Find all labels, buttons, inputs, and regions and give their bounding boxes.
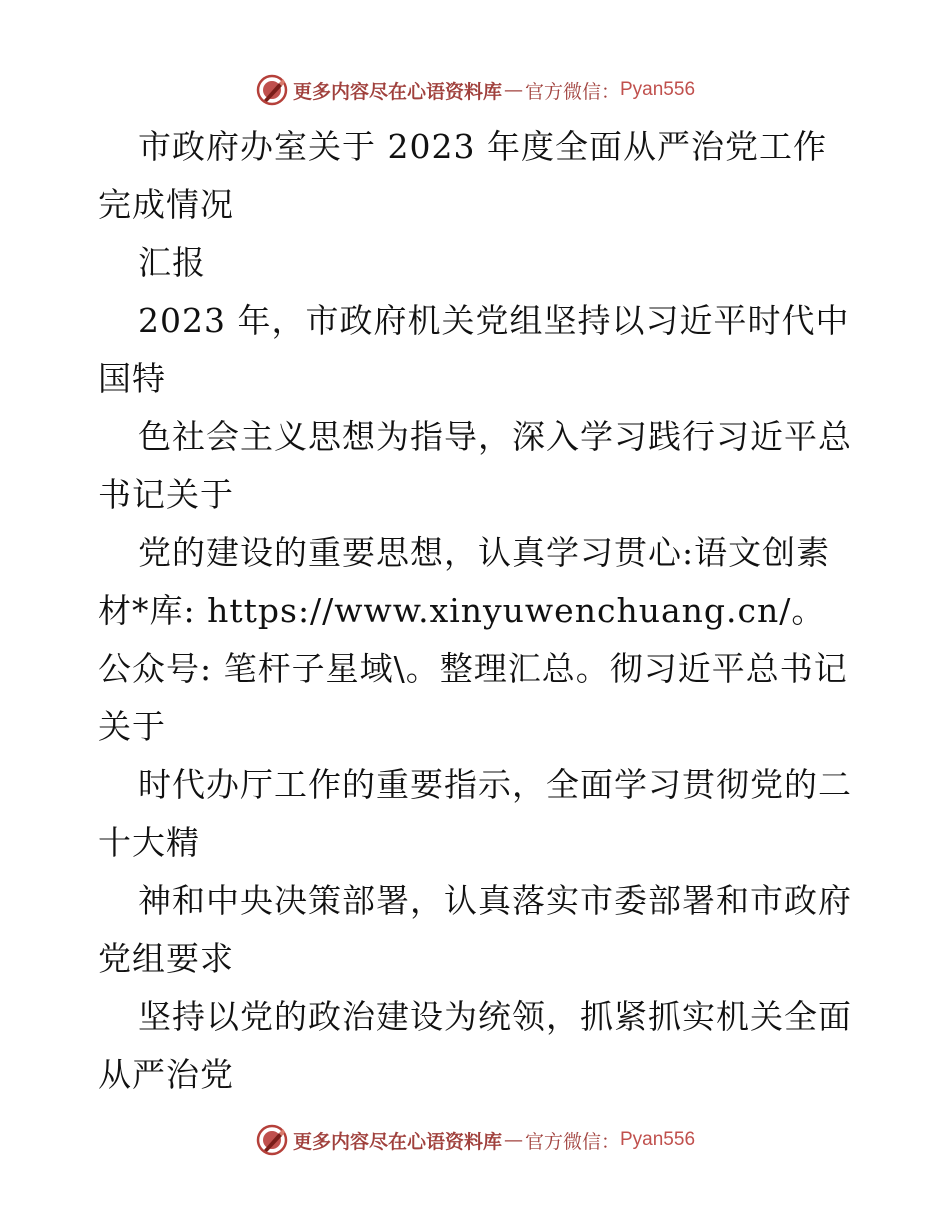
document-title-line: 市政府办室关于 2023 年度全面从严治党工作完成情况 bbox=[98, 127, 827, 224]
banner-wechat-id: Pyan556 bbox=[620, 1129, 696, 1150]
document-body bbox=[98, 118, 858, 1104]
banner-wechat-id: Pyan556 bbox=[620, 79, 696, 100]
banner-wechat-label: 官方微信： bbox=[524, 1130, 620, 1153]
banner-separator: — bbox=[503, 79, 523, 101]
header-watermark-banner bbox=[0, 70, 950, 110]
banner-wechat-label: 官方微信： bbox=[524, 80, 620, 103]
banner-site-text: 更多内容尽在心语资料库 bbox=[292, 80, 502, 103]
banner-separator: — bbox=[503, 1129, 523, 1151]
pen-logo-icon bbox=[255, 73, 289, 107]
footer-watermark-banner bbox=[0, 1120, 950, 1160]
document-paragraph: 神和中央决策部署，认真落实市委部署和市政府党组要求 bbox=[98, 881, 852, 978]
banner-site-text: 更多内容尽在心语资料库 bbox=[292, 1130, 502, 1153]
document-paragraph: 色社会主义思想为指导，深入学习践行习近平总书记关于 bbox=[98, 417, 852, 514]
document-paragraph: 党的建设的重要思想，认真学习贯心:语文创素材*库: https://www.xinyuwenchuang.cn/。公众号: 笔杆子星域\。整理汇总。彻习近平总书记关于 bbox=[98, 533, 848, 746]
document-paragraph: 2023 年，市政府机关党组坚持以习近平时代中国特 bbox=[98, 301, 850, 398]
pen-logo-icon bbox=[255, 1123, 289, 1157]
document-paragraph: 汇报 bbox=[138, 243, 206, 282]
document-paragraph: 时代办厅工作的重要指示，全面学习贯彻党的二十大精 bbox=[98, 765, 852, 862]
document-paragraph: 坚持以党的政治建设为统领，抓紧抓实机关全面从严治党 bbox=[98, 997, 852, 1094]
